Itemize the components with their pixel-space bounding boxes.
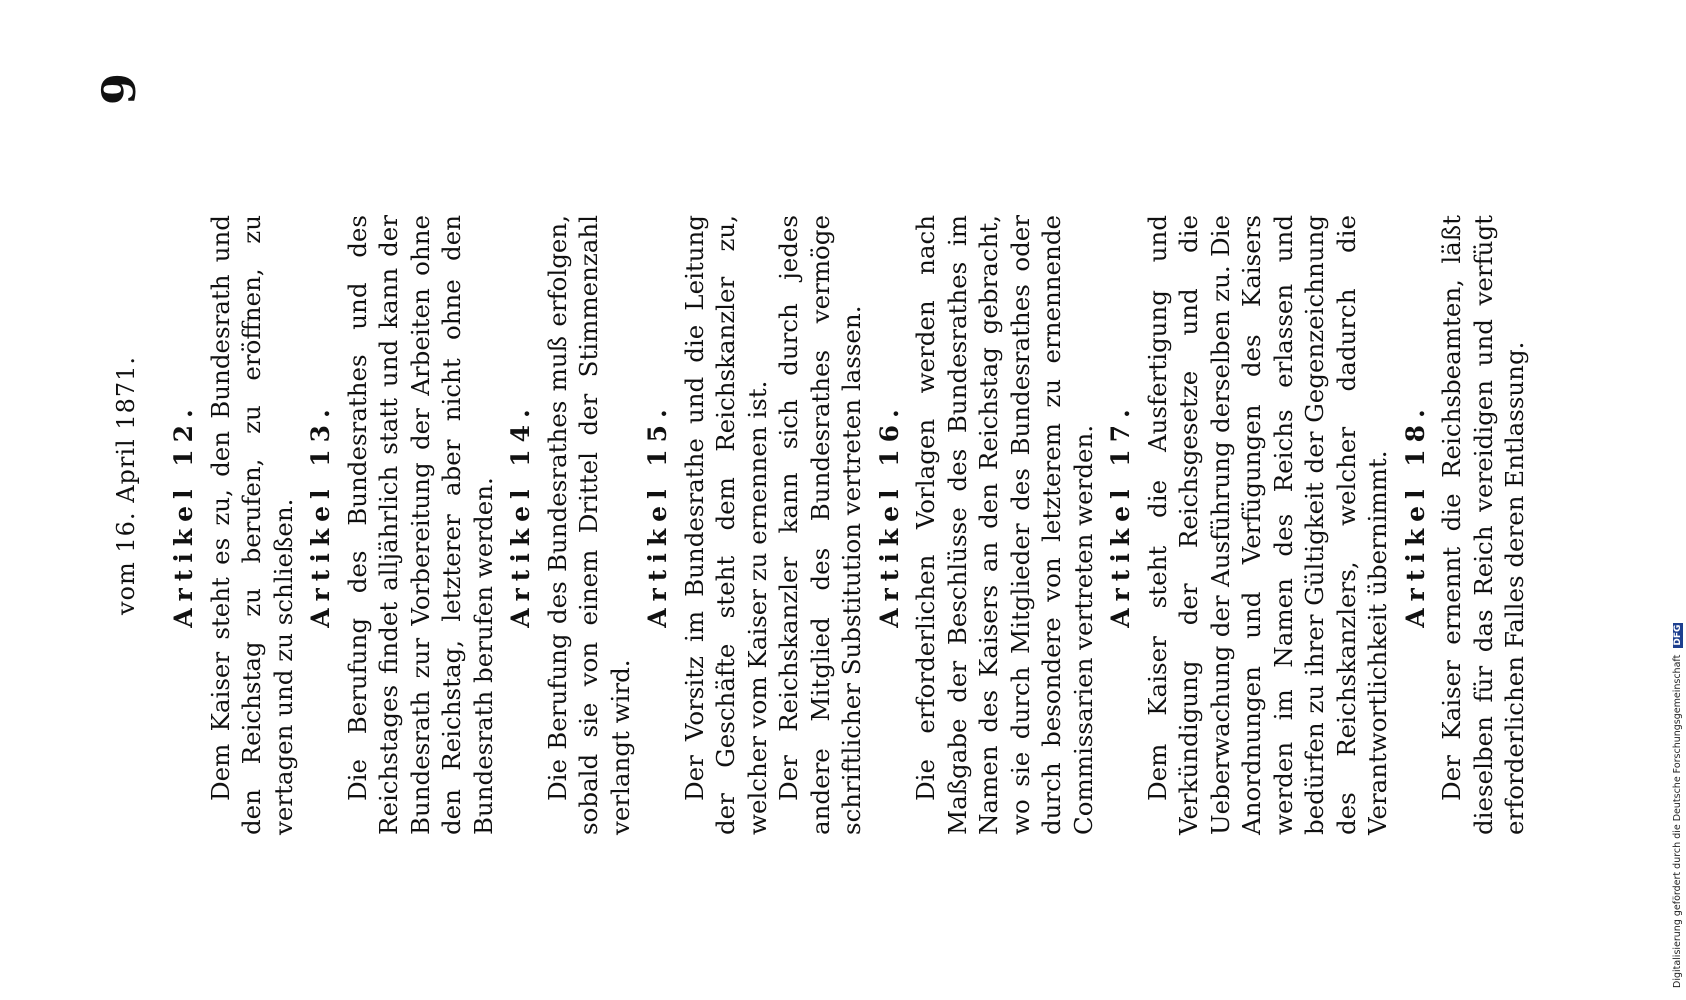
article-18 bbox=[1400, 215, 1531, 835]
dfg-logo: DFG bbox=[1673, 624, 1683, 646]
page-number: 9 bbox=[92, 72, 146, 105]
article-heading: Artikel 14. bbox=[506, 402, 535, 628]
article-paragraph: Der Kaiser ernennt die Reichsbeamten, läßt dieselben für das Reich vereidigen und verfügt erforderlichen Falles deren Entlassung. bbox=[1437, 215, 1529, 835]
digitization-attribution bbox=[1672, 623, 1683, 988]
text-column bbox=[168, 215, 1537, 835]
article-13 bbox=[305, 215, 499, 835]
article-heading: Artikel 17. bbox=[1106, 402, 1135, 628]
article-17 bbox=[1105, 215, 1394, 835]
article-heading: Artikel 16. bbox=[874, 402, 904, 628]
article-heading: Artikel 18. bbox=[1400, 402, 1430, 628]
article-paragraph: Dem Kaiser steht die Ausfertigung und Verkündigung der Reichsgesetze und die Ueberwachung der Ausführung derselben zu. Die Anordnungen und Verfügungen des Kaisers werden im Namen des Reichs erlassen und bedürfen zu ihrer Gültigkeit der Gegenzeichnung des Reichskanzlers, welcher dadurch die Verantwortlichkeit übernimmt. bbox=[1142, 215, 1392, 835]
article-heading: Artikel 15. bbox=[643, 402, 672, 628]
article-12 bbox=[168, 215, 299, 835]
article-paragraph: Die Berufung des Bundesrathes und des Reichstages findet alljährlich statt und kann der Bundesrath zur Vorbereitung der Arbeiten ohne den Reichstag, letzterer aber nicht ohne den Bundesrath berufen werden. bbox=[342, 215, 498, 835]
article-16 bbox=[874, 215, 1100, 835]
running-head: vom 16. April 1871. bbox=[112, 355, 140, 615]
article-14 bbox=[505, 215, 636, 835]
article-paragraph: Dem Kaiser steht es zu, den Bundesrath und den Reichstag zu berufen, zu eröffnen, zu vertagen und zu schließen. bbox=[205, 215, 298, 835]
article-paragraph: Der Vorsitz im Bundesrathe und die Leitung der Geschäfte steht dem Reichskanzler zu, welcher vom Kaiser zu ernennen ist. bbox=[679, 215, 772, 835]
article-heading: Artikel 13. bbox=[306, 402, 335, 628]
article-paragraph: Der Reichskanzler kann sich durch jedes andere Mitglied des Bundesrathes vermöge schriftlicher Substitution vertreten lassen. bbox=[774, 215, 866, 835]
article-heading: Artikel 12. bbox=[169, 402, 198, 628]
article-paragraph: Die Berufung des Bundesrathes muß erfolgen, sobald sie von einem Drittel der Stimmenzahl verlangt wird. bbox=[542, 215, 635, 835]
article-15 bbox=[642, 215, 868, 835]
article-paragraph: Die erforderlichen Vorlagen werden nach Maßgabe der Beschlüsse des Bundesrathes im Namen des Kaisers an den Reichstag gebracht, wo sie durch Mitglieder des Bundesrathes oder durch besondere von letzterem zu ernennende Commissarien vertreten werden. bbox=[911, 215, 1098, 835]
attribution-text: Digitalisierung gefördert durch die Deutsche Forschungsgemeinschaft bbox=[1672, 654, 1683, 988]
